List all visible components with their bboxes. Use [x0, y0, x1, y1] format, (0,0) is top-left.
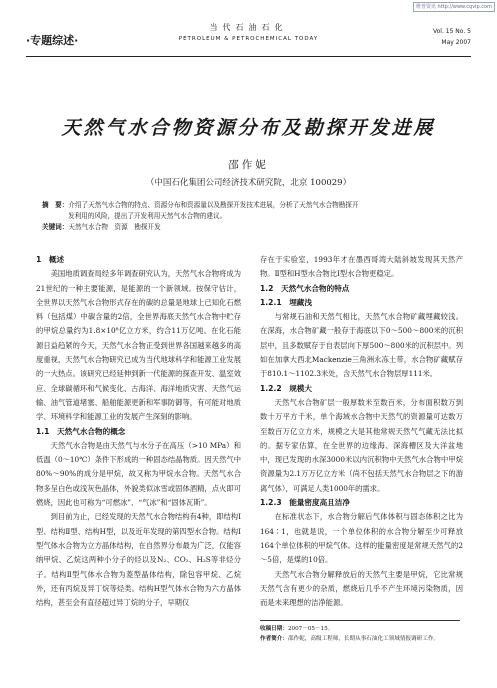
abstract-line-1: 介绍了天然气水合物的特点、资源分布和资源量以及勘探开发技术进展，分析了天然气水合物勘探开 [68, 201, 359, 209]
issue-info [433, 26, 471, 48]
journal-name-cn: 当代石油石化 [209, 23, 288, 32]
heading-energy-density: 1.2.3 能量密度高且洁净 [260, 498, 350, 508]
journal-name [26, 22, 471, 42]
abstract-label: 摘 要： [42, 201, 69, 209]
paper-title: 天然气水合物资源分布及勘探开发进展 [61, 117, 436, 139]
paragraph: 美国地质调查局经多年调查研究认为，天然气水合物将成为21世纪的一种主要能源，是能源的一个新领域。按保守估计，全世界以天然气水合物形式存在的碳的总量是地球上已知化石燃料（包括煤）中碳含量的2倍，全世界海底天然气水合物中贮存的甲烷总量约为1.8×10⁸亿立方米，约合11万亿吨。在化石能源日益趋紧的今天，天然气水合物正受到世界各国越来越多的高度重视，天然气水合物研究已成为当代地球科学和能源工业发展的一大热点。该研究已经延伸到新一代能源的探查开发、温室效应、全球碳循环和气候变化、古海洋、海洋地质灾害、天然气运输、油气管道堵塞、船舶能源更新和军事防御等，有可能对地质学、环境科学和能源工业的发展产生深刻的影响。 [36, 269, 241, 422]
keywords-label: 关键词： [42, 223, 69, 231]
author: 邵作妮 [228, 159, 269, 171]
header-rule [26, 56, 471, 57]
journal-name-en: PETROLEUM & PETROCHEMICAL TODAY [178, 36, 319, 42]
journal-header [26, 18, 471, 58]
abstract [42, 200, 447, 233]
paragraph: 与常规石油和天然气相比，天然气水合物矿藏埋藏较浅。在深海，水合物矿藏一般存于海底以下0～500～800米的沉积层中，且多数赋存于自表层向下厚500～800米的沉积层中。列如在加拿大西北Mackenzie三角洲永冻土带，水合物矿藏赋存于810.1～1102.3米处，含天然气水合物层厚111米。 [260, 312, 463, 379]
paragraph: 在标准状态下，水合物分解后气体体积与固态体积之比为164∶1，也就是说，一个单位体积的水合物分解至少可释放164个单位体积的甲烷气体。这样的能量密度是常规天然气的2～5倍，是煤的10倍。 [260, 512, 463, 565]
heading-concept: 1.1 天然气水合物的概念 [36, 426, 126, 436]
heading-shallow: 1.2.1 埋藏浅 [260, 297, 312, 307]
issue-date: May 2007 [441, 39, 471, 46]
author-bio: 邵作妮，高级工程师，长期从事石油化工领域情报调研工作。 [287, 636, 440, 642]
paragraph: 天然气水合物分解释放后的天然气主要是甲烷，它比常规天然气含有更少的杂质，燃烧后几乎不产生环境污染物质，因而是未来理想的洁净能源。 [260, 569, 463, 608]
footnote [260, 620, 460, 644]
received-date: 2007－05－15。 [287, 626, 334, 632]
heading-features: 1.2 天然气水合物的特点 [260, 283, 350, 293]
received-label: 收稿日期： [260, 626, 288, 632]
keywords: 天然气水合物 资源 勘探开发 [68, 223, 161, 231]
watermark-stamp: 维普资讯 http://www.cqvip.com [413, 2, 495, 12]
paragraph: 存在于实验室，1993年才在墨西哥湾大陆斜坡发现其天然产物。Ⅱ型和H型水合物比Ⅰ型水合物更稳定。 [260, 255, 463, 279]
volume: Vol. 15 No. 5 [432, 28, 471, 35]
section-tag: ·专题综述· [26, 34, 79, 47]
affiliation: （中国石化集团公司经济技术研究院，北京 100029） [145, 178, 352, 188]
author-bio-label: 作者简介： [260, 636, 288, 642]
right-column [260, 253, 463, 610]
heading-overview: 1 概述 [36, 255, 65, 264]
left-column [36, 253, 241, 610]
paragraph: 到目前为止，已经发现的天然气水合物结构有4种，即结构Ⅰ型、结构Ⅱ型、结构H型，以及近年发现的第四型水合物。结构Ⅰ型气体水合物为立方晶体结构，在自然界分布最为广泛，仅能容纳甲烷、乙烷这两种小分子的烃以及N₂、CO₂、H₂S等非烃分子。结构Ⅱ型气体水合物为菱型晶体结构，除包容甲烷、乙烷外，还有丙烷及异丁烷等烃类。结构H型气体水合物为六方晶体结构，甚至会有直径超过异丁烷的分子，早期仅 [36, 512, 241, 608]
paragraph: 天然气水合物是由天然气与水分子在高压（>10 MPa）和低温（0～10℃）条件下形成的一种固态结晶物质。因天然气中80%～90%的成分是甲烷，故又称为甲烷水合物。天然气水合物多呈白色或浅灰色晶体，外貌类似冰雪或固体酒精，点火即可燃烧，因此也可称为“可燃冰”、“气冰”和“固体瓦斯”。 [36, 440, 241, 508]
paragraph: 天然气水合物矿层一般厚数米至数百米，分布面积数万到数十万平方千米，单个海域水合物中天然气的资源量可达数万至数百万亿立方米，规模之大是其他常规天然气气藏无法比拟的。据专家估算，在全世界的边缘海、深海槽区及大洋盆地中，现已发现的水深3000米以内沉积物中天然气水合物中甲烷资源量为2.1万万亿立方米（尚不包括天然气水合物层之下的游离气体），可满足人类1000年的需求。 [260, 397, 463, 493]
heading-scale: 1.2.2 规模大 [260, 383, 312, 393]
abstract-line-2: 发利用的风险，提出了开发利用天然气水合物的建议。 [68, 212, 227, 220]
